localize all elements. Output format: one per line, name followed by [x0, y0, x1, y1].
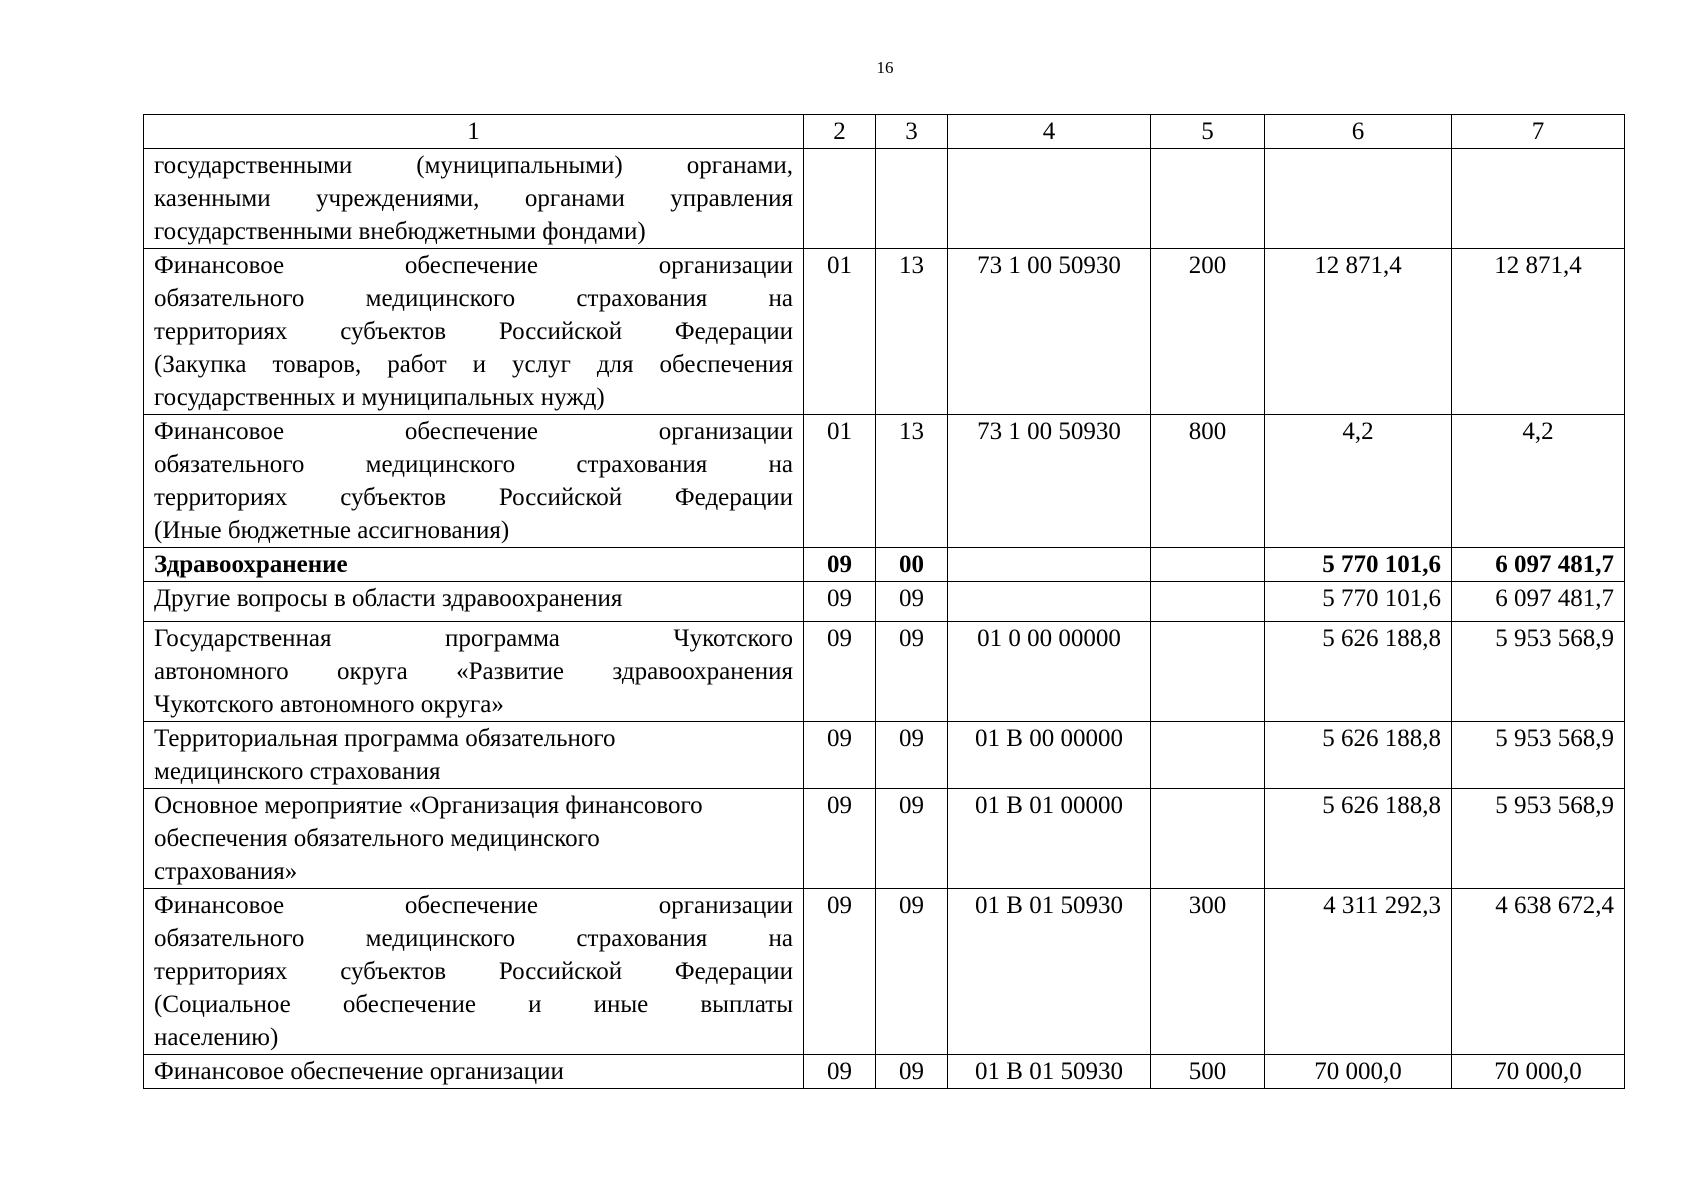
expense-type-code: [1151, 789, 1265, 889]
expense-type-code: 300: [1151, 889, 1265, 1055]
description-line: (Социальное обеспечение и иные выплаты: [154, 991, 793, 1018]
column-number-header: 4: [948, 115, 1151, 149]
description-line: (Иные бюджетные ассигнования): [154, 517, 510, 544]
expense-type-code: [1151, 582, 1265, 622]
description-line: Финансовое обеспечение организации: [154, 418, 793, 445]
description-line: автономного округа «Развитие здравоохранения: [154, 658, 793, 685]
target-article-code: [948, 582, 1151, 622]
description-line: государственных и муниципальных нужд): [154, 384, 605, 411]
description-line: Финансовое обеспечение организации: [154, 892, 793, 919]
budget-table: [143, 114, 1625, 1089]
expense-type-code: 500: [1151, 1055, 1265, 1089]
expense-type-code: [1151, 622, 1265, 722]
description-line: обязательного медицинского страхования на: [154, 925, 793, 952]
column-number-row: [144, 115, 1625, 149]
table-body: [144, 149, 1625, 1089]
description-line: страхования»: [154, 858, 298, 885]
row-description: [144, 582, 804, 622]
description-line: территориях субъектов Российской Федерации: [154, 484, 793, 511]
amount-year-1: 12 871,4: [1265, 249, 1452, 415]
section-code: 09: [804, 889, 876, 1055]
target-article-code: 01 В 01 50930: [948, 889, 1151, 1055]
description-line: Другие вопросы в области здравоохранения: [154, 585, 623, 612]
description-line: государственными (муниципальными) органами,: [154, 152, 793, 179]
amount-year-1: 4 311 292,3: [1265, 889, 1452, 1055]
section-code: 01: [804, 249, 876, 415]
description-line: Основное мероприятие «Организация финансового: [154, 792, 703, 819]
subsection-code: 09: [876, 582, 948, 622]
expense-type-code: [1151, 722, 1265, 789]
description-line: Финансовое обеспечение организации: [154, 1058, 564, 1085]
description-line: Здравоохранение: [154, 551, 348, 578]
description-line: медицинского страхования: [154, 758, 441, 785]
row-description: [144, 1055, 804, 1089]
description-line: Финансовое обеспечение организации: [154, 252, 793, 279]
subsection-code: 09: [876, 889, 948, 1055]
table-row: [144, 722, 1625, 789]
section-code: [804, 149, 876, 249]
description-line: территориях субъектов Российской Федерации: [154, 318, 793, 345]
expense-type-code: [1151, 548, 1265, 582]
subsection-code: 09: [876, 722, 948, 789]
target-article-code: 73 1 00 50930: [948, 415, 1151, 548]
row-description: [144, 789, 804, 889]
table-row: [144, 582, 1625, 622]
amount-year-2: [1452, 149, 1625, 249]
amount-year-1: 5 626 188,8: [1265, 622, 1452, 722]
amount-year-2: 5 953 568,9: [1452, 722, 1625, 789]
amount-year-1: 5 770 101,6: [1265, 548, 1452, 582]
table-row: [144, 548, 1625, 582]
amount-year-2: 6 097 481,7: [1452, 548, 1625, 582]
section-code: 09: [804, 622, 876, 722]
section-code: 01: [804, 415, 876, 548]
description-line: обязательного медицинского страхования на: [154, 451, 793, 478]
table-row: [144, 889, 1625, 1055]
amount-year-1: 5 626 188,8: [1265, 722, 1452, 789]
description-line: обязательного медицинского страхования на: [154, 285, 793, 312]
page-number: 16: [876, 58, 894, 77]
column-number-header: 5: [1151, 115, 1265, 149]
table-row: [144, 249, 1625, 415]
amount-year-2: 5 953 568,9: [1452, 622, 1625, 722]
amount-year-1: 70 000,0: [1265, 1055, 1452, 1089]
expense-type-code: [1151, 149, 1265, 249]
amount-year-1: [1265, 149, 1452, 249]
description-line: Государственная программа Чукотского: [154, 625, 793, 652]
amount-year-2: 6 097 481,7: [1452, 582, 1625, 622]
amount-year-1: 5 626 188,8: [1265, 789, 1452, 889]
target-article-code: 01 0 00 00000: [948, 622, 1151, 722]
row-description: [144, 548, 804, 582]
target-article-code: [948, 149, 1151, 249]
amount-year-2: 70 000,0: [1452, 1055, 1625, 1089]
section-code: 09: [804, 582, 876, 622]
description-line: Территориальная программа обязательного: [154, 725, 616, 752]
subsection-code: 09: [876, 622, 948, 722]
table-row: [144, 622, 1625, 722]
row-description: [144, 722, 804, 789]
description-line: территориях субъектов Российской Федерации: [154, 958, 793, 985]
description-line: населению): [154, 1024, 279, 1051]
description-line: казенными учреждениями, органами управления: [154, 185, 793, 212]
target-article-code: [948, 548, 1151, 582]
row-description: [144, 249, 804, 415]
target-article-code: 01 В 01 00000: [948, 789, 1151, 889]
table-row: [144, 1055, 1625, 1089]
table-row: [144, 789, 1625, 889]
amount-year-2: 5 953 568,9: [1452, 789, 1625, 889]
description-line: Чукотского автономного округа»: [154, 691, 504, 718]
section-code: 09: [804, 722, 876, 789]
description-line: обеспечения обязательного медицинского: [154, 825, 600, 852]
row-description: [144, 149, 804, 249]
row-description: [144, 889, 804, 1055]
expense-type-code: 800: [1151, 415, 1265, 548]
column-number-header: 3: [876, 115, 948, 149]
target-article-code: 73 1 00 50930: [948, 249, 1151, 415]
target-article-code: 01 В 01 50930: [948, 1055, 1151, 1089]
amount-year-2: 4,2: [1452, 415, 1625, 548]
subsection-code: [876, 149, 948, 249]
section-code: 09: [804, 548, 876, 582]
description-line: государственными внебюджетными фондами): [154, 218, 646, 245]
amount-year-1: 5 770 101,6: [1265, 582, 1452, 622]
amount-year-2: 12 871,4: [1452, 249, 1625, 415]
section-code: 09: [804, 789, 876, 889]
column-number-header: 2: [804, 115, 876, 149]
table-row: [144, 415, 1625, 548]
section-code: 09: [804, 1055, 876, 1089]
row-description: [144, 622, 804, 722]
description-line: (Закупка товаров, работ и услуг для обеспечения: [154, 351, 793, 378]
subsection-code: 13: [876, 249, 948, 415]
column-number-header: 7: [1452, 115, 1625, 149]
column-number-header: 6: [1265, 115, 1452, 149]
expense-type-code: 200: [1151, 249, 1265, 415]
row-description: [144, 415, 804, 548]
target-article-code: 01 В 00 00000: [948, 722, 1151, 789]
subsection-code: 13: [876, 415, 948, 548]
amount-year-1: 4,2: [1265, 415, 1452, 548]
table-row: [144, 149, 1625, 249]
subsection-code: 09: [876, 789, 948, 889]
amount-year-2: 4 638 672,4: [1452, 889, 1625, 1055]
subsection-code: 00: [876, 548, 948, 582]
subsection-code: 09: [876, 1055, 948, 1089]
column-number-header: 1: [144, 115, 804, 149]
